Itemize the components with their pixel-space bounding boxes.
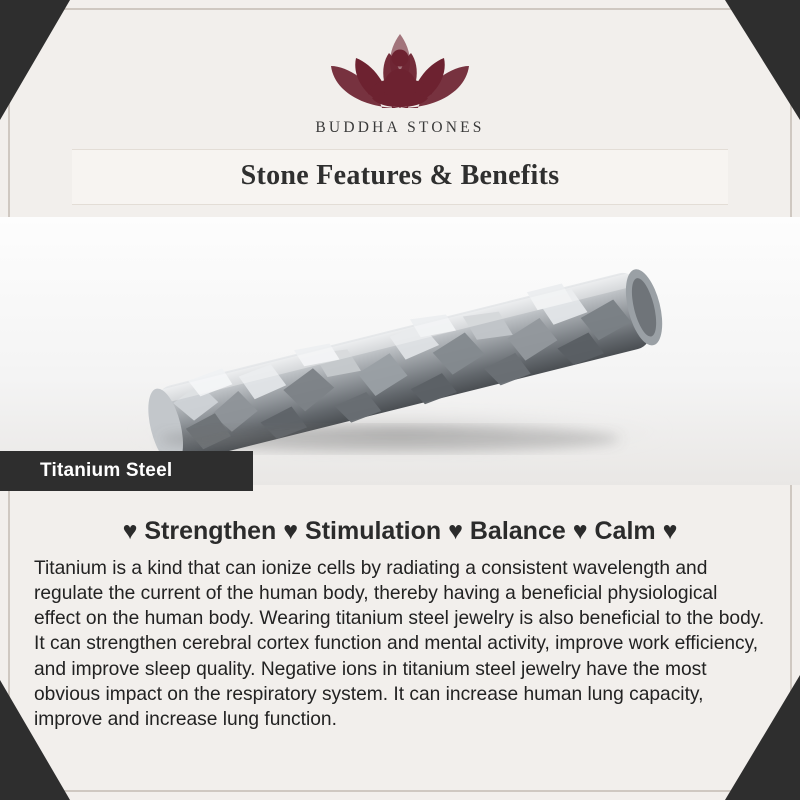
brand-header [0,0,800,137]
benefits-headline: ♥ Strengthen ♥ Stimulation ♥ Balance ♥ Calm ♥ [122,517,678,545]
title-band [72,149,728,205]
lotus-meditation-figure-icon [310,22,490,117]
description-text: Titanium is a kind that can ionize cells by radiating a consistent wavelength and regulate the current of the human body, thereby having a beneficial physiological effect on the human body. Wearing titanium steel jewelry is also beneficial to the body. It can strengthen cerebral cortex function and mental activity, improve work efficiency, and improve sleep quality. Negative ions in titanium steel jewelry have the most obvious impact on the respiratory system. It can increase human lung capacity, improve and increase lung function. [34,558,765,730]
brand-name: BUDDHA STONES [315,119,485,136]
hero-image [0,217,800,485]
titanium-steel-bar-illustration [0,217,800,485]
stone-name-label: Titanium Steel [40,460,173,481]
page-title: Stone Features & Benefits [240,160,560,191]
image-caption-bar [0,451,253,491]
